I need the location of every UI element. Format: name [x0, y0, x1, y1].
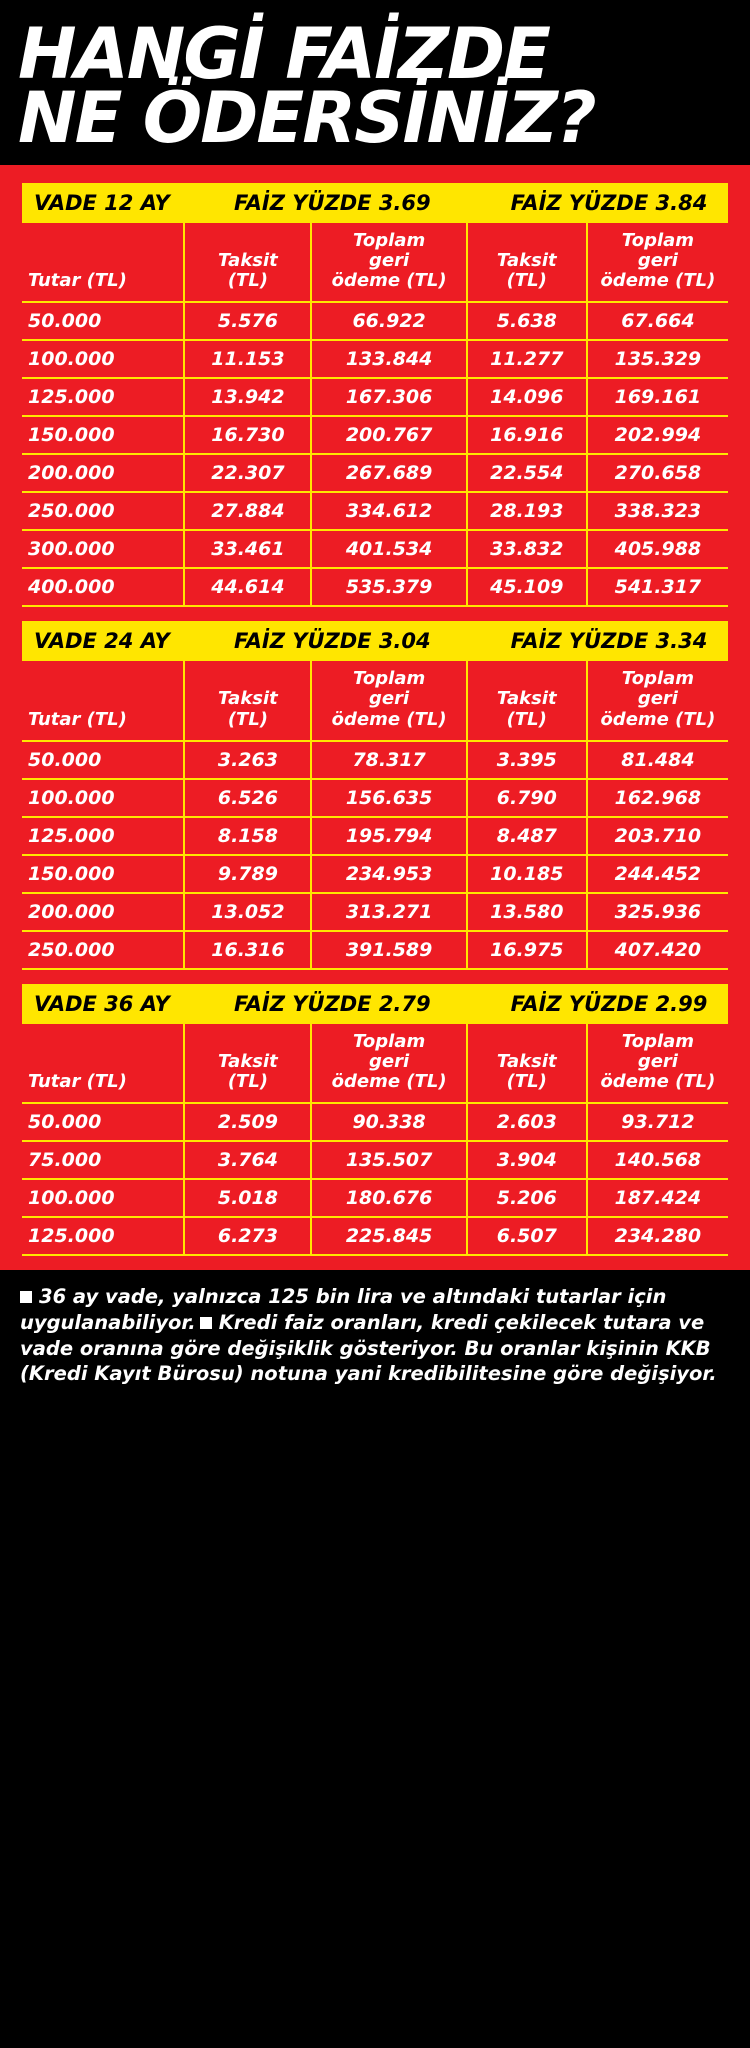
table-header-row	[22, 223, 728, 302]
cell-installment-2: 16.975	[467, 931, 587, 969]
table-row	[22, 779, 728, 817]
cell-total-1: 313.271	[311, 893, 466, 931]
cell-total-2: 162.968	[587, 779, 728, 817]
table-row	[22, 530, 728, 568]
cell-total-2: 234.280	[587, 1217, 728, 1255]
cell-installment-2: 16.916	[467, 416, 587, 454]
cell-total-2: 81.484	[587, 741, 728, 779]
col-total-2: Toplam geri ödeme (TL)	[600, 1030, 716, 1093]
section-term: VADE 36 AY	[34, 991, 170, 1016]
table-row	[22, 378, 728, 416]
cell-installment-1: 11.153	[184, 340, 311, 378]
cell-amount: 250.000	[22, 931, 184, 969]
cell-total-1: 234.953	[311, 855, 466, 893]
cell-installment-2: 28.193	[467, 492, 587, 530]
cell-amount: 400.000	[22, 568, 184, 606]
rates-table	[22, 1024, 728, 1256]
cell-total-2: 325.936	[587, 893, 728, 931]
cell-total-1: 167.306	[311, 378, 466, 416]
cell-total-1: 225.845	[311, 1217, 466, 1255]
cell-installment-2: 6.507	[467, 1217, 587, 1255]
cell-total-2: 140.568	[587, 1141, 728, 1179]
cell-amount: 100.000	[22, 1179, 184, 1217]
cell-installment-2: 8.487	[467, 817, 587, 855]
table-row	[22, 817, 728, 855]
col-installment-2: Taksit (TL)	[467, 1024, 587, 1103]
bullet-square-icon	[20, 1291, 32, 1303]
cell-amount: 100.000	[22, 779, 184, 817]
cell-amount: 150.000	[22, 416, 184, 454]
col-amount: Tutar (TL)	[22, 661, 184, 740]
col-installment-1: Taksit (TL)	[184, 1024, 311, 1103]
cell-installment-2: 3.904	[467, 1141, 587, 1179]
section-header	[22, 183, 728, 223]
cell-total-1: 391.589	[311, 931, 466, 969]
cell-total-1: 78.317	[311, 741, 466, 779]
cell-installment-1: 16.730	[184, 416, 311, 454]
rates-panel	[0, 165, 750, 1270]
cell-installment-1: 8.158	[184, 817, 311, 855]
cell-total-1: 334.612	[311, 492, 466, 530]
table-row	[22, 492, 728, 530]
table-row	[22, 931, 728, 969]
col-total-1: Toplam geri ödeme (TL)	[311, 661, 466, 740]
cell-installment-1: 13.052	[184, 893, 311, 931]
cell-installment-1: 27.884	[184, 492, 311, 530]
table-row	[22, 568, 728, 606]
cell-total-1: 66.922	[311, 302, 466, 340]
col-amount: Tutar (TL)	[22, 223, 184, 302]
sections-container	[22, 183, 728, 1256]
headline-line-2: NE ÖDERSİNİZ?	[18, 77, 595, 160]
section-header	[22, 984, 728, 1024]
cell-installment-2: 11.277	[467, 340, 587, 378]
cell-installment-1: 6.273	[184, 1217, 311, 1255]
cell-installment-1: 13.942	[184, 378, 311, 416]
rates-table	[22, 661, 728, 969]
cell-amount: 125.000	[22, 817, 184, 855]
table-row	[22, 1103, 728, 1141]
cell-installment-1: 3.263	[184, 741, 311, 779]
table-row	[22, 416, 728, 454]
cell-installment-2: 22.554	[467, 454, 587, 492]
page-title	[0, 0, 750, 165]
headline-line-1: HANGİ FAİZDE	[18, 13, 549, 95]
table-row	[22, 302, 728, 340]
cell-total-2: 270.658	[587, 454, 728, 492]
col-installment-1: Taksit (TL)	[184, 661, 311, 740]
cell-total-1: 195.794	[311, 817, 466, 855]
cell-total-2: 541.317	[587, 568, 728, 606]
section-rate-2: FAİZ YÜZDE 3.84	[510, 190, 708, 215]
cell-total-2: 244.452	[587, 855, 728, 893]
section-term: VADE 12 AY	[34, 190, 170, 215]
section-rate-2: FAİZ YÜZDE 3.34	[510, 629, 708, 654]
cell-total-2: 135.329	[587, 340, 728, 378]
table-header-row	[22, 1024, 728, 1103]
rates-table	[22, 223, 728, 607]
cell-total-2: 187.424	[587, 1179, 728, 1217]
bullet-square-icon-2	[200, 1317, 212, 1329]
cell-amount: 200.000	[22, 454, 184, 492]
cell-amount: 50.000	[22, 1103, 184, 1141]
cell-total-1: 156.635	[311, 779, 466, 817]
table-row	[22, 1141, 728, 1179]
section-rate-1: FAİZ YÜZDE 2.79	[234, 991, 431, 1016]
cell-installment-2: 5.638	[467, 302, 587, 340]
cell-installment-2: 6.790	[467, 779, 587, 817]
cell-installment-2: 5.206	[467, 1179, 587, 1217]
cell-amount: 75.000	[22, 1141, 184, 1179]
col-total-1: Toplam geri ödeme (TL)	[311, 223, 466, 302]
section-term: VADE 24 AY	[34, 629, 170, 654]
cell-installment-1: 22.307	[184, 454, 311, 492]
cell-amount: 100.000	[22, 340, 184, 378]
cell-installment-1: 16.316	[184, 931, 311, 969]
cell-installment-1: 9.789	[184, 855, 311, 893]
cell-total-1: 180.676	[311, 1179, 466, 1217]
cell-total-1: 267.689	[311, 454, 466, 492]
col-total-1: Toplam geri ödeme (TL)	[311, 1024, 466, 1103]
table-row	[22, 741, 728, 779]
cell-total-2: 407.420	[587, 931, 728, 969]
cell-installment-2: 10.185	[467, 855, 587, 893]
cell-total-2: 405.988	[587, 530, 728, 568]
cell-amount: 200.000	[22, 893, 184, 931]
col-installment-2: Taksit (TL)	[467, 661, 587, 740]
col-total-2: Toplam geri ödeme (TL)	[600, 229, 716, 292]
cell-amount: 50.000	[22, 741, 184, 779]
cell-total-1: 135.507	[311, 1141, 466, 1179]
section-rate-2: FAİZ YÜZDE 2.99	[510, 991, 708, 1016]
cell-installment-1: 44.614	[184, 568, 311, 606]
section-header	[22, 621, 728, 661]
cell-total-1: 133.844	[311, 340, 466, 378]
cell-total-1: 535.379	[311, 568, 466, 606]
cell-installment-1: 2.509	[184, 1103, 311, 1141]
cell-total-1: 90.338	[311, 1103, 466, 1141]
cell-total-1: 200.767	[311, 416, 466, 454]
cell-installment-2: 2.603	[467, 1103, 587, 1141]
cell-installment-1: 6.526	[184, 779, 311, 817]
cell-installment-2: 45.109	[467, 568, 587, 606]
cell-total-2: 169.161	[587, 378, 728, 416]
cell-total-1: 401.534	[311, 530, 466, 568]
table-row	[22, 1179, 728, 1217]
cell-installment-2: 14.096	[467, 378, 587, 416]
col-installment-1: Taksit (TL)	[184, 223, 311, 302]
table-row	[22, 855, 728, 893]
col-installment-2: Taksit (TL)	[467, 223, 587, 302]
footnote-part-2: Kredi faiz oranları, kredi çekilecek tutara ve vade oranına göre değişiklik gösteriyor. Bu oranlar kişinin KKB (Kredi Kayıt Bürosu) notuna yani kredibilitesine göre değişiyor.	[20, 1310, 717, 1386]
cell-total-2: 203.710	[587, 817, 728, 855]
table-row	[22, 1217, 728, 1255]
table-row	[22, 454, 728, 492]
cell-installment-1: 33.461	[184, 530, 311, 568]
footnote	[0, 1270, 750, 1409]
cell-installment-2: 3.395	[467, 741, 587, 779]
cell-installment-2: 33.832	[467, 530, 587, 568]
section-rate-1: FAİZ YÜZDE 3.04	[234, 629, 431, 654]
cell-amount: 300.000	[22, 530, 184, 568]
cell-installment-1: 3.764	[184, 1141, 311, 1179]
cell-total-2: 93.712	[587, 1103, 728, 1141]
section-rate-1: FAİZ YÜZDE 3.69	[234, 190, 431, 215]
col-total-2: Toplam geri ödeme (TL)	[600, 668, 716, 730]
table-row	[22, 893, 728, 931]
table-header-row	[22, 661, 728, 740]
cell-amount: 150.000	[22, 855, 184, 893]
table-row	[22, 340, 728, 378]
cell-total-2: 202.994	[587, 416, 728, 454]
cell-total-2: 67.664	[587, 302, 728, 340]
col-amount: Tutar (TL)	[22, 1024, 184, 1103]
footnote-part-1: 36 ay vade, yalnızca 125 bin lira ve altındaki tutarlar için uygulanabiliyor.	[20, 1285, 667, 1334]
cell-installment-2: 13.580	[467, 893, 587, 931]
cell-installment-1: 5.018	[184, 1179, 311, 1217]
cell-total-2: 338.323	[587, 492, 728, 530]
cell-installment-1: 5.576	[184, 302, 311, 340]
cell-amount: 50.000	[22, 302, 184, 340]
cell-amount: 250.000	[22, 492, 184, 530]
cell-amount: 125.000	[22, 378, 184, 416]
cell-amount: 125.000	[22, 1217, 184, 1255]
